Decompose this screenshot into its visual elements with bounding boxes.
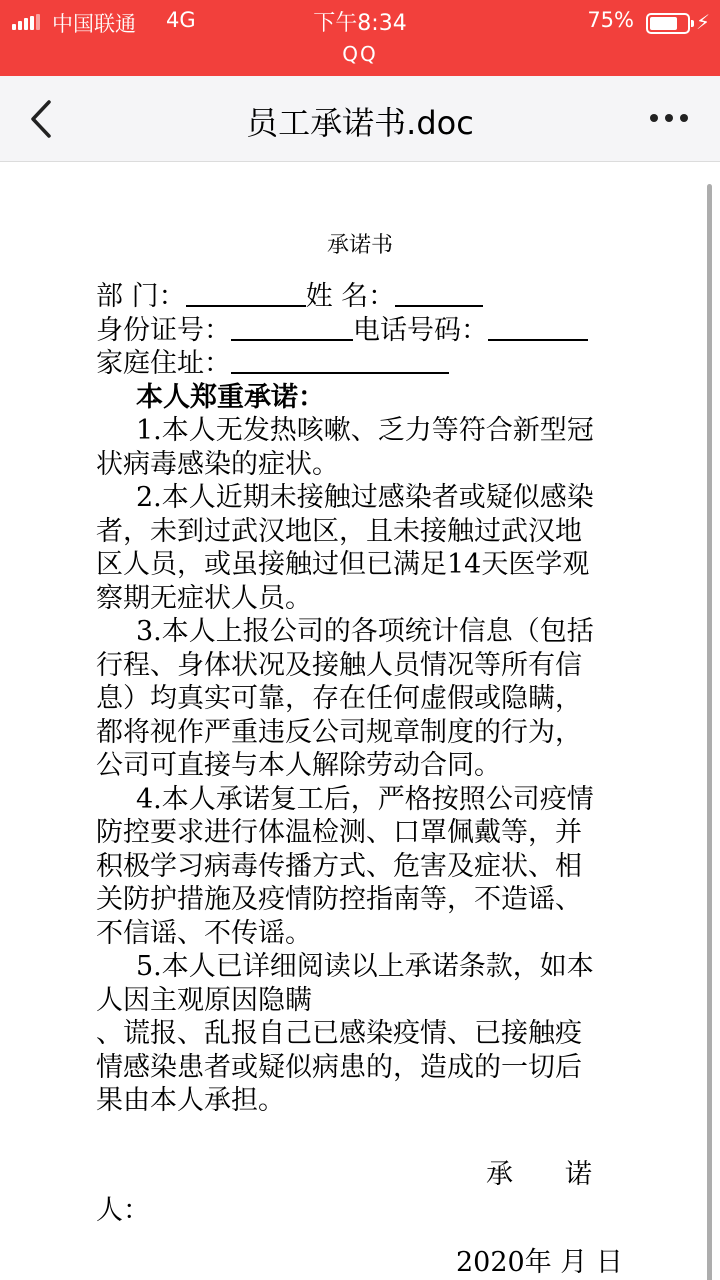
paragraph-line: 不信谣、不传谣。 xyxy=(96,917,312,949)
paragraph-line: 1.本人无发热咳嗽、乏力等符合新型冠 xyxy=(136,415,594,446)
phone-blank xyxy=(488,315,588,341)
document-heading: 承诺书 xyxy=(326,233,393,258)
paragraph-line: 5.本人已详细阅读以上承诺条款，如本 xyxy=(136,951,594,982)
name-blank xyxy=(395,281,483,307)
document-title: 员工承诺书.doc xyxy=(246,104,474,142)
id-phone-row xyxy=(96,314,636,348)
signature-char: 承 xyxy=(486,1159,515,1190)
paragraph-line: 防控要求进行体温检测、口罩佩戴等，并 xyxy=(96,817,582,848)
date-line: 2020年 月 日 xyxy=(456,1247,623,1278)
paragraph-line: 息）均真实可靠，存在任何虚假或隐瞒， xyxy=(96,683,582,714)
paragraph-line: 区人员，或虽接触过但已满足14天医学观 xyxy=(96,549,590,580)
paragraph-line: 关防护措施及疫情防控指南等，不造谣、 xyxy=(96,884,582,915)
paragraph-line: 4.本人承诺复工后，严格按照公司疫情 xyxy=(136,783,594,815)
dept-blank xyxy=(186,281,306,307)
paragraph-line: 情感染患者或疑似病患的，造成的一切后 xyxy=(96,1051,582,1083)
name-label: 姓 名： xyxy=(305,281,396,312)
paragraph-line: 察期无症状人员。 xyxy=(96,582,312,614)
battery-percent: 75% xyxy=(587,8,634,32)
id-label: 身份证号： xyxy=(96,314,231,346)
paragraph-line: 者，未到过武汉地区，且未接触过武汉地 xyxy=(96,515,582,547)
paragraph-line: 都将视作严重违反公司规章制度的行为， xyxy=(96,716,582,748)
battery-icon xyxy=(646,13,690,34)
paragraph-line: 3.本人上报公司的各项统计信息（包括 xyxy=(136,616,594,647)
paragraph-line: 果由本人承担。 xyxy=(96,1085,285,1116)
nav-bar xyxy=(0,76,720,162)
signature-label xyxy=(486,1152,594,1191)
document-viewer[interactable] xyxy=(0,162,720,1280)
address-row xyxy=(96,347,636,381)
id-blank xyxy=(231,315,353,341)
phone-label: 电话号码： xyxy=(353,314,488,346)
pledge-label: 本人郑重承诺： xyxy=(136,381,325,413)
paragraph-line: 状病毒感染的症状。 xyxy=(96,448,339,480)
paragraph-line: 2.本人近期未接触过感染者或疑似感染 xyxy=(136,482,594,513)
charging-icon: ⚡ xyxy=(695,10,710,34)
clock: 下午8:34 xyxy=(313,11,407,36)
paragraph-line: 积极学习病毒传播方式、危害及症状、相 xyxy=(96,850,582,882)
dept-label: 部 门： xyxy=(96,281,186,312)
scrollbar[interactable] xyxy=(707,184,712,1280)
battery-fill xyxy=(650,17,677,30)
address-label: 家庭住址： xyxy=(96,348,231,379)
signature-char: 诺 xyxy=(565,1159,594,1190)
paragraph-line: 、谎报、乱报自己已感染疫情、已接触疫 xyxy=(96,1018,582,1049)
paragraph-line: 公司可直接与本人解除劳动合同。 xyxy=(96,750,501,781)
more-dots-icon[interactable] xyxy=(650,114,690,124)
address-blank xyxy=(231,348,449,374)
app-label: QQ xyxy=(342,42,378,66)
status-bar xyxy=(0,0,720,76)
document-body xyxy=(96,280,636,1118)
network-type: 4G xyxy=(166,8,196,32)
paragraph-line: 行程、身体状况及接触人员情况等所有信 xyxy=(96,649,582,681)
carrier-name: 中国联通 xyxy=(52,12,136,36)
dept-name-row xyxy=(96,280,636,314)
paragraph-line: 人因主观原因隐瞒 xyxy=(96,984,312,1016)
status-row xyxy=(0,4,720,38)
signature-person-label: 人： xyxy=(96,1195,150,1226)
